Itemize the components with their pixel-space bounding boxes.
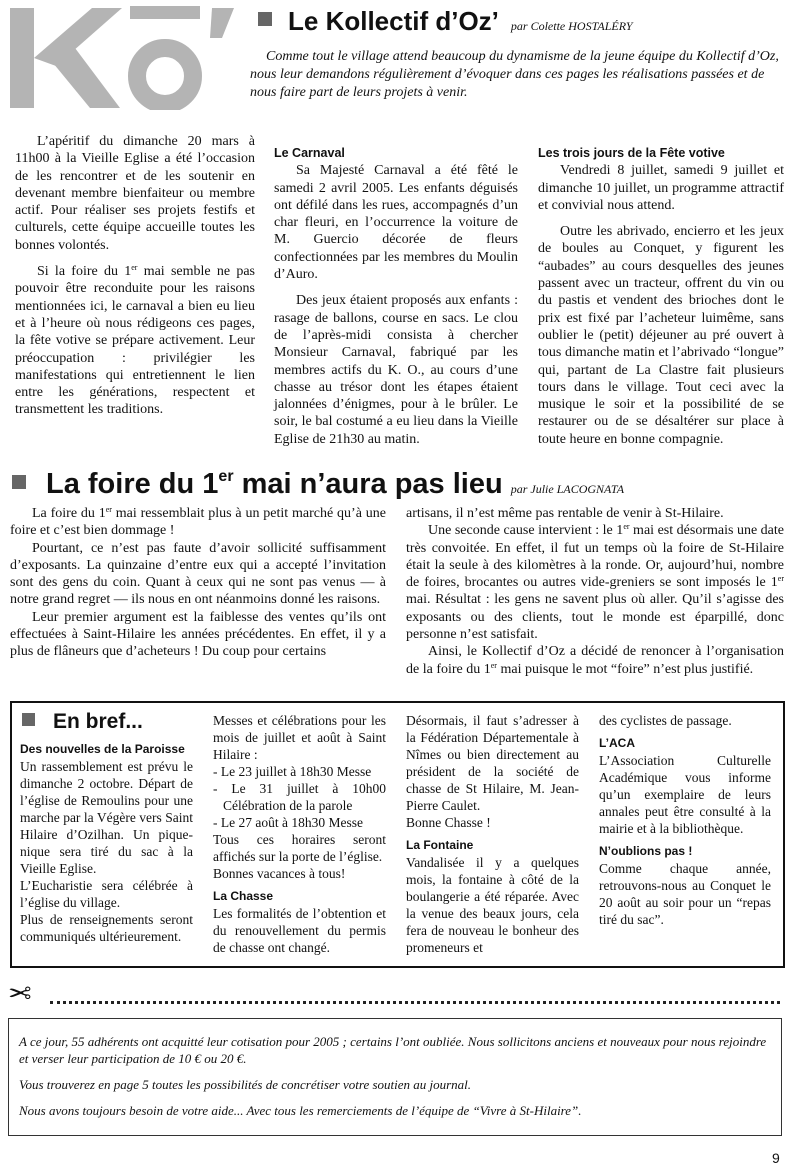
foire-paragraph bbox=[406, 643, 784, 678]
foire-column-left bbox=[10, 505, 386, 661]
note-paragraph: Nous avons toujours besoin de votre aide... Avec tous les remerciements de l’équipe de “Vivre à St-Hilaire”. bbox=[19, 1103, 582, 1118]
kollectif-paragraph bbox=[15, 263, 255, 419]
foire-title-row bbox=[12, 468, 792, 501]
superscript: er bbox=[105, 505, 112, 514]
text-span: mai semble ne pas pouvoir être reconduite pour les raisons mentionnées ici, le carnaval a bien eu lieu et à l’heure où nous rédigeons ces pages, la fête votive se prépare activement. Leur préoccupation : privilégier les manifestations qui entretiennent le lien entre les générations, respectent et transmettent les traditions. bbox=[15, 264, 255, 418]
kollectif-paragraph: L’apéritif du dimanche 20 mars à 11h00 à la Vieille Eglise a été l’occasion de les rencontrer et de les soutenir en devenant membre bienfaiteur ou membre actif. Pour réaliser ses projets festifs et culturels, cette équipe accueille toutes les bonnes volontés. bbox=[15, 134, 255, 253]
text-span: mai ressemblait plus à un petit marché qu’à une foire et c’est bien dommage ! bbox=[10, 506, 386, 539]
title-span: mai n’aura pas lieu bbox=[233, 468, 503, 500]
chasse-heading: La Chasse bbox=[213, 889, 274, 903]
kollectif-logo-graphic bbox=[0, 0, 245, 110]
messes-item: - Le 23 juillet à 18h30 Messe bbox=[213, 764, 372, 779]
kollectif-logo bbox=[0, 0, 245, 110]
foire-byline: par Julie LACOGNATA bbox=[510, 482, 625, 496]
fontaine-paragraph: des cyclistes de passage. bbox=[599, 713, 732, 728]
messes-paragraph: Messes et célébrations pour les mois de juillet et août à Saint Hilaire : bbox=[213, 713, 386, 762]
chasse-paragraph: Désormais, il faut s’adresser à la Fédération Départementale à Nîmes ou bien directement au président de la société de chasse de St Hilaire, M. Jean-Pierre Caulet. bbox=[406, 713, 579, 813]
text-span: La foire du 1 bbox=[32, 506, 106, 521]
oublions-paragraph: Comme chaque année, retrouvons-nous au Conquet le 20 août au soir pour un “repas tiré du sac”. bbox=[599, 861, 771, 927]
foire-paragraph: Leur premier argument est la faiblesse des ventes qu’ils ont effectuées à Saint-Hilaire les années précédentes. En effet, il y a plus de flâneurs que d’acheteurs ! Du coup pour certains bbox=[10, 609, 386, 660]
square-bullet-icon bbox=[258, 12, 272, 26]
carnaval-heading: Le Carnaval bbox=[274, 146, 345, 160]
chasse-paragraph: Bonne Chasse ! bbox=[406, 815, 491, 830]
kollectif-column-2 bbox=[274, 145, 518, 448]
aca-paragraph: L’Association Culturelle Académique vous informe qu’un exemplaire de leurs annales peut être consulté à la mairie et à la bibliothèque. bbox=[599, 753, 771, 836]
messes-item: - Le 31 juillet à 10h00 Célébration de la parole bbox=[213, 781, 386, 813]
en-bref-column-3 bbox=[406, 712, 579, 956]
text-span: Ainsi, le Kollectif d’Oz a décidé de renoncer à l’organisation de la foire du 1 bbox=[406, 644, 784, 677]
paroisse-paragraph: Un rassemblement est prévu le dimanche 2 octobre. Départ de l’église de Remoulins pour une marche par la Végère vers Saint Hilaire d’Ozilhan. Un pique-nique sera tiré du sac à la Vieille Eglise. bbox=[20, 759, 193, 876]
header-title: Le Kollectif d’Oz’ bbox=[288, 6, 499, 36]
foire-paragraph: Pourtant, ce n’est pas faute d’avoir sollicité suffisamment d’exposants. La quinzaine d’entre eux qui a accepté l’invitation sont des gens du coin. Quant à ceux qui ne sont pas venus — à notre grand regret — ils nous en ont néanmoins donné les raisons. bbox=[10, 540, 386, 608]
carnaval-paragraph: Des jeux étaient proposés aux enfants : rasage de ballons, course en sacs. Le clou de l’après-midi consista à chercher Monsieur Carnaval, fabriqué par les membres actifs du K. O., au cours d’une chasse au trésor dont les étapes étaient jalonnées d’énigmes, pour à le brûler. Le soir, le bal costumé a eu lieu dans la Vieille Eglise de 21h30 au matin. bbox=[274, 293, 518, 447]
text-span: Si la foire du 1 bbox=[37, 264, 132, 280]
en-bref-title: En bref... bbox=[53, 710, 143, 733]
square-bullet-icon bbox=[12, 475, 26, 489]
foire-paragraph: artisans, il n’est même pas rentable de venir à St-Hilaire. bbox=[406, 506, 724, 521]
paroisse-paragraph: L’Eucharistie sera célébrée à l’église du village. bbox=[20, 878, 193, 910]
aca-heading: L’ACA bbox=[599, 736, 635, 750]
messes-paragraph: Tous ces horaires seront affichés sur la porte de l’église. bbox=[213, 832, 386, 864]
oublions-heading: N’oublions pas ! bbox=[599, 844, 693, 858]
page-number: 9 bbox=[772, 1150, 780, 1166]
superscript: er bbox=[623, 522, 630, 532]
messes-item: - Le 27 août à 18h30 Messe bbox=[213, 815, 363, 830]
messes-paragraph: Bonnes vacances à tous! bbox=[213, 866, 346, 881]
fete-paragraph: Outre les abrivado, encierro et les jeux de boules au Conquet, y figurent les “aubades” au cours desquelles des jeunes passent avec un tracteur, offrent du vin ou du pastis et vendent des brioches dont le prix est fixé par l’acheteur luimême, sans oublier le (petit) déjeuner au pré ouvert à tous dimanche matin et l’abrivado “longue” qui, partant de La Clastre fait plusieurs tours dans le village. Tout ceci avec la musique le soir et la possibilité de se restaurer ou de se désaltérer sur place à toute heure en bonne compagnie. bbox=[538, 224, 784, 447]
foire-title bbox=[46, 468, 503, 500]
header-byline: par Colette HOSTALÉRY bbox=[510, 19, 633, 33]
fontaine-paragraph: Vandalisée il y a quelques mois, la fontaine à côté de la boulangerie a été réparée. Avec la venue des beaux jours, cela fera de nouveau le bonheur des promeneurs et bbox=[406, 855, 579, 955]
kollectif-column-3 bbox=[538, 145, 784, 448]
header-intro: Comme tout le village attend beaucoup du dynamisme de la jeune équipe du Kollectif d’Oz, nous leur demandons régulièrement d’évoquer dans ces pages les réalisations passées et de nous faire part de leurs projets à venir. bbox=[250, 49, 779, 100]
cut-line bbox=[50, 1001, 780, 1004]
en-bref-column-4 bbox=[599, 712, 771, 928]
en-bref-title-row bbox=[22, 710, 143, 734]
superscript: er bbox=[131, 263, 138, 273]
superscript: er bbox=[490, 660, 497, 670]
kollectif-column-1 bbox=[15, 133, 255, 419]
text-span: mai. Résultat : les gens ne savent plus où aller. Qu’il s’agisse des exposants ou des clients, tout le monde est éparpillé, donc personne n’est satisfait. bbox=[406, 592, 784, 643]
fete-heading: Les trois jours de la Fête votive bbox=[538, 146, 725, 160]
title-span: La foire du 1 bbox=[46, 468, 219, 500]
square-bullet-icon bbox=[22, 713, 35, 726]
note-paragraph: Vous trouverez en page 5 toutes les possibilités de concrétiser votre soutien au journal. bbox=[19, 1077, 472, 1092]
en-bref-column-2 bbox=[213, 712, 386, 956]
scissors-icon: ✂ bbox=[8, 977, 32, 1010]
text-span: Une seconde cause intervient : le 1 bbox=[428, 523, 624, 539]
membership-note-box bbox=[8, 1018, 782, 1136]
carnaval-paragraph: Sa Majesté Carnaval a été fêté le samedi 2 avril 2005. Les enfants déguisés ont défilé dans les rues, accompagnés d’un char fleuri, en l’occurrence la voiture de M. Guercio décorée de fleurs confectionnées par les membres du Moulin d’Auro. bbox=[274, 163, 518, 283]
foire-column-right bbox=[406, 505, 784, 678]
note-paragraph: A ce jour, 55 adhérents ont acquitté leur cotisation pour 2005 ; certains l’ont oubliée. Nous sollicitons anciens et nouveaux pour nous rejoindre et verser leur participation de 10 € ou 20 €. bbox=[19, 1034, 767, 1066]
superscript: er bbox=[218, 468, 234, 485]
fontaine-heading: La Fontaine bbox=[406, 838, 474, 852]
foire-paragraph bbox=[406, 522, 784, 643]
text-span: mai puisque le mot “foire” n’est plus justifié. bbox=[496, 661, 754, 677]
text-span: mai est désormais une date très convoitée. En effet, il fut un temps où la foire de St-Hilaire était la seule à des kilomètres à la ronde. Or, aujourd’hui, nombre de foires, brocantes ou autres vide-greniers se sont imposés le 1 bbox=[406, 523, 785, 591]
paroisse-heading: Des nouvelles de la Paroisse bbox=[20, 742, 185, 756]
paroisse-paragraph: Plus de renseignements seront communiqués ultérieurement. bbox=[20, 912, 193, 944]
chasse-paragraph: Les formalités de l’obtention et du renouvellement du permis de chasse ont changé. bbox=[213, 906, 386, 955]
en-bref-column-1 bbox=[20, 741, 193, 945]
fete-paragraph: Vendredi 8 juillet, samedi 9 juillet et dimanche 10 juillet, un programme attractif et convivial nous attend. bbox=[538, 163, 784, 213]
superscript: er bbox=[777, 574, 784, 584]
foire-paragraph bbox=[10, 505, 386, 540]
header-title-row bbox=[258, 6, 798, 37]
